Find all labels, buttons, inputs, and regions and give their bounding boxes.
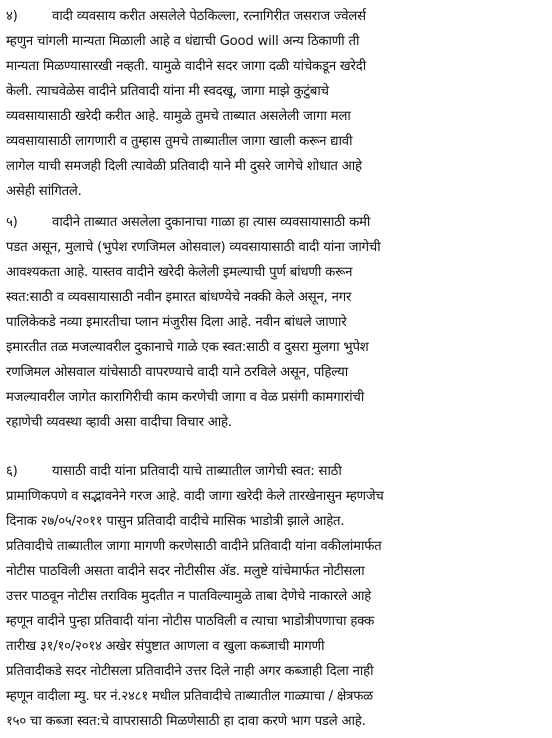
paragraph-line: व्यवसायासाठी लागणारी व तुम्हास तुमचे ताब्यातील जागा खाली करून द्यावी	[6, 134, 353, 149]
line-text: वादी व्यवसाय करीत असलेले पेठकिल्ला, रत्नागिरीत जसराज ज्वेलर्स	[52, 9, 366, 24]
line-text: यासाठी वादी यांना प्रतिवादी याचे ताब्यातील जागेची स्वत: साठी	[52, 464, 342, 479]
paragraph-line: म्हणून वादीला म्यु. घर नं.२४८१ मधील प्रतिवादीचे ताब्यातील गाळ्याचा / क्षेत्रफळ	[6, 689, 373, 704]
paragraph-line: प्रतिवादीकडे सदर नोटीसला प्रतिवादीने उत्तर दिले नाही अगर कब्जाही दिला नाही	[6, 664, 374, 679]
paragraph-4	[6, 4, 546, 204]
paragraph-line: आवश्यकता आहे. यास्तव वादीने खरेदी केलेली इमल्याची पुर्ण बांधणी करून	[6, 265, 353, 280]
paragraph-line: मान्यता मिळण्यासारखी नव्हती. यामुळे वादीने सदर जागा दळी यांचेकडून खरेदी	[6, 59, 366, 74]
paragraph-number: ४)	[6, 9, 18, 24]
paragraph-line: इमारतीत तळ मजल्यावरील दुकानाचे गाळे एक स्वत:साठी व दुसरा मुलगा भुपेश	[6, 340, 369, 355]
paragraph-line: लागेल याची समजही दिली त्यावेळी प्रतिवादी याने मी दुसरे जागेचे शोधात आहे	[6, 159, 362, 174]
paragraph-5	[6, 210, 546, 435]
paragraph-line: दिनाक २७/०५/२०११ पासुन प्रतिवादी वादीचे मासिक भाडोत्री झाले आहेत.	[6, 514, 345, 529]
paragraph-line	[6, 459, 546, 484]
paragraph-line: १५० चा कब्जा स्वत:चे वापरासाठी मिळणेसाठी हा दावा करणे भाग पडले आहे.	[6, 714, 366, 729]
paragraph-line: स्वत:साठी व व्यवसायासाठी नवीन इमारत बांधण्येचे नक्की केले असून, नगर	[6, 290, 352, 305]
paragraph-line: मजल्यावरील जागेत कारागिरीची काम करणेची जागा व वेळ प्रसंगी कामगारांची	[6, 390, 365, 405]
paragraph-number: ५)	[6, 215, 18, 230]
paragraph-line: पालिकेकडे नव्या इमारतीचा प्लान मंजुरीस दिला आहे. नवीन बांधले जाणारे	[6, 315, 347, 330]
paragraph-line: नोटीस पाठविली असता वादीने सदर नोटीसीस ॲड. मलुष्टे यांचेमार्फत नोटीसला	[6, 564, 365, 579]
paragraph-line: पडत असून, मुलाचे (भुपेश रणजिमल ओसवाल) व्यवसायासाठी वादी यांना जागेची	[6, 240, 381, 255]
paragraph-line	[6, 210, 546, 235]
paragraph-line: असेही सांगितले.	[6, 184, 82, 199]
paragraph-line: म्हणुन चांगली मान्यता मिळाली आहे व धंद्याची Good will अन्य ठिकाणी ती	[6, 34, 360, 49]
paragraph-line: प्रामाणिकपणे व सद्भावनेने गरज आहे. वादी जागा खरेदी केले तारखेनासुन म्हणजेच	[6, 489, 384, 504]
paragraph-line: म्हणून वादीने पुन्हा प्रतिवादी यांना नोटीस पाठविली व त्याचा भाडोत्रीपणाचा हक्क	[6, 614, 375, 629]
paragraph-number: ६)	[6, 464, 18, 479]
paragraph-line: केली. त्याचवेळेस वादीने प्रतिवादी यांना मी स्वदखू, जागा माझे कुटुंबाचे	[6, 84, 329, 99]
paragraph-line: रणजिमल ओसवाल यांचेसाठी वापरण्याचे वादी याने ठरविले असून, पहिल्या	[6, 365, 348, 380]
paragraph-line: व्यवसायासाठी खरेदी करीत आहे. यामुळे तुमचे ताब्यात असलेली जागा मला	[6, 109, 351, 124]
paragraph-line: प्रतिवादीचे ताब्यातील जागा मागणी करणेसाठी वादीने प्रतिवादी यांना वकीलांमार्फत	[6, 539, 382, 554]
paragraph-line: रहाणेची व्यवस्था व्हावी असा वादीचा विचार आहे.	[6, 415, 232, 430]
paragraph-line	[6, 4, 546, 29]
paragraph-6	[6, 459, 546, 734]
paragraph-line: उत्तर पाठवून नोटीस तराविक मुदतीत न पातविल्यामुळे ताबा देणेचे नाकारले आहे	[6, 589, 372, 604]
paragraph-line: तारीख ३१/१०/२०१४ अखेर संपुष्टात आणला व खुला कब्जाची मागणी	[6, 639, 325, 654]
line-text: वादीने ताब्यात असलेला दुकानाचा गाळा हा त्यास व्यवसायासाठी कमी	[52, 215, 371, 230]
